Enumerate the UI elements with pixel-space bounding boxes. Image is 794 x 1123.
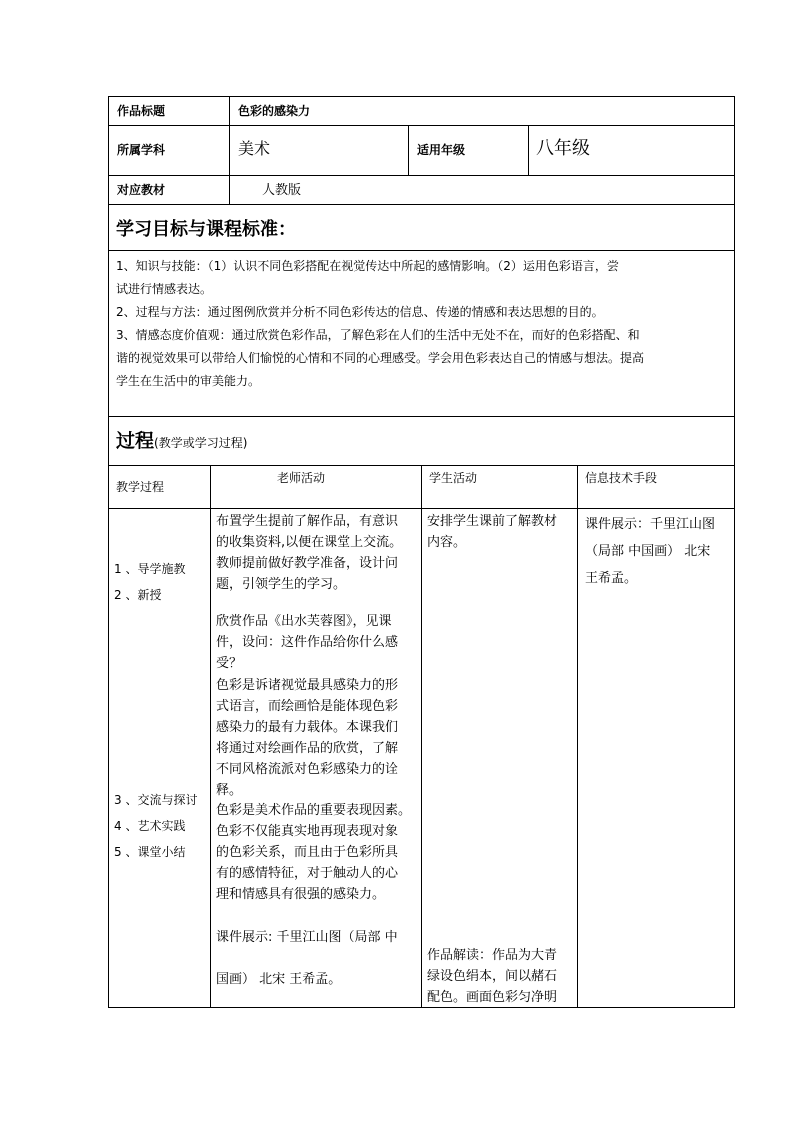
steps-list-top: [114, 556, 185, 608]
table-rule: [528, 125, 529, 175]
teacher-paragraph: [216, 800, 411, 905]
teacher-line: 题，引领学生的学习。: [216, 577, 347, 592]
tech-line: 王希孟。: [585, 571, 638, 586]
table-rule: [108, 416, 735, 417]
table-rule: [108, 125, 735, 126]
grade-value: 八年级: [536, 138, 590, 159]
objective-line: 谐的视觉效果可以带给人们愉悦的心情和不同的心理感受。学会用色彩表达自己的情感与想法。提高: [116, 351, 645, 365]
teacher-paragraph: [216, 511, 402, 595]
steps-list-bottom: [114, 787, 197, 865]
objective-line: 3、情感态度价值观：通过欣赏色彩作品，了解色彩在人们的生活中无处不在，而好的色彩搭配、和: [116, 328, 640, 342]
tech-line: 课件展示：千里江山图: [585, 517, 716, 532]
step-item: 5 、课堂小结: [114, 845, 186, 859]
teacher-line: 件，设问：这件作品给你什么感: [216, 635, 399, 650]
subject-label: 所属学科: [117, 143, 166, 157]
grade-label: 适用年级: [417, 143, 466, 157]
teacher-line: 教师提前做好教学准备，设计问: [216, 556, 399, 571]
teacher-line: 有的感情特征，对于触动人的心: [216, 866, 399, 881]
student-line: 安排学生课前了解教材: [427, 514, 558, 529]
teacher-line: 的色彩关系，而且由于色彩所具: [216, 845, 399, 860]
student-line: 内容。: [427, 535, 467, 550]
teacher-line: 的收集资料,以便在课堂上交流。: [216, 535, 403, 550]
process-heading-main: 过程: [116, 430, 155, 452]
teacher-line: 不同风格流派对色彩感染力的诠: [216, 762, 399, 777]
objective-line: 2、过程与方法：通过图例欣赏并分析不同色彩传达的信息、传递的情感和表达思想的目的。: [116, 305, 604, 319]
column-header: 信息技术手段: [585, 471, 658, 485]
objective-line: 1、知识与技能：（1）认识不同色彩搭配在视觉传达中所起的感情影响。（2）运用色彩语言，尝: [116, 259, 619, 273]
objective-line: 学生在生活中的审美能力。: [116, 374, 261, 388]
teacher-line: 布置学生提前了解作品，有意识: [216, 514, 399, 529]
table-border-left: [108, 96, 109, 1008]
table-rule: [108, 175, 735, 176]
objectives-text: [116, 255, 731, 393]
teacher-paragraph: [216, 917, 398, 1001]
step-item: 1 、导学施教: [114, 562, 186, 576]
student-paragraph: [427, 945, 557, 1008]
teacher-line: 受？: [216, 656, 243, 671]
teacher-line: 课件展示: 千里江山图（局部 中: [216, 930, 398, 945]
column-header: 学生活动: [429, 471, 478, 485]
student-line: 配色。画面色彩匀净明: [427, 990, 558, 1005]
teacher-line: 色彩是美术作品的重要表现因素。: [216, 803, 412, 818]
table-rule: [577, 465, 578, 1008]
teacher-line: 感染力的最有力载体。本课我们: [216, 720, 399, 735]
textbook-value: 人教版: [262, 183, 302, 198]
student-paragraph: [427, 511, 557, 553]
tech-paragraph: [585, 511, 715, 592]
student-line: 作品解读：作品为大青: [427, 948, 558, 963]
teacher-line: 释。: [216, 783, 243, 798]
teacher-line: 式语言，而绘画恰是能体现色彩: [216, 699, 399, 714]
subject-value: 美术: [238, 139, 271, 158]
table-rule: [108, 250, 735, 251]
step-item: 3 、交流与探讨: [114, 793, 198, 807]
objectives-heading: 学习目标与课程标准：: [116, 219, 296, 240]
objective-line: 试进行情感表达。: [116, 282, 213, 296]
textbook-label: 对应教材: [117, 183, 166, 197]
teacher-line: 理和情感具有很强的感染力。: [216, 887, 386, 902]
teacher-line: 国画） 北宋 王希孟。: [216, 972, 342, 987]
table-rule: [210, 465, 211, 1008]
column-header: 教学过程: [116, 480, 165, 494]
teacher-paragraph: [216, 611, 398, 674]
step-item: 2 、新授: [114, 588, 162, 602]
teacher-line: 欣赏作品《出水芙蓉图》，见课: [216, 614, 392, 629]
teacher-line: 色彩是诉诸视觉最具感染力的形: [216, 678, 399, 693]
table-border-right: [734, 96, 735, 1008]
process-heading-sub: (教学或学习过程): [154, 436, 248, 450]
teacher-line: 将通过对绘画作品的欣赏，了解: [216, 741, 399, 756]
title-value: 色彩的感染力: [238, 104, 311, 118]
table-rule: [421, 465, 422, 1008]
step-item: 4 、艺术实践: [114, 819, 186, 833]
process-heading: [116, 432, 247, 451]
table-rule: [108, 204, 735, 205]
table-rule: [408, 125, 409, 175]
student-line: 绿设色绢本，间以赭石: [427, 969, 558, 984]
table-rule: [229, 96, 230, 204]
tech-line: （局部 中国画） 北宋: [585, 544, 711, 559]
table-border-top: [108, 96, 735, 97]
title-label: 作品标题: [117, 104, 166, 118]
column-header: 老师活动: [277, 471, 326, 485]
teacher-paragraph: [216, 675, 398, 801]
teacher-line: 色彩不仅能真实地再现表现对象: [216, 824, 399, 839]
